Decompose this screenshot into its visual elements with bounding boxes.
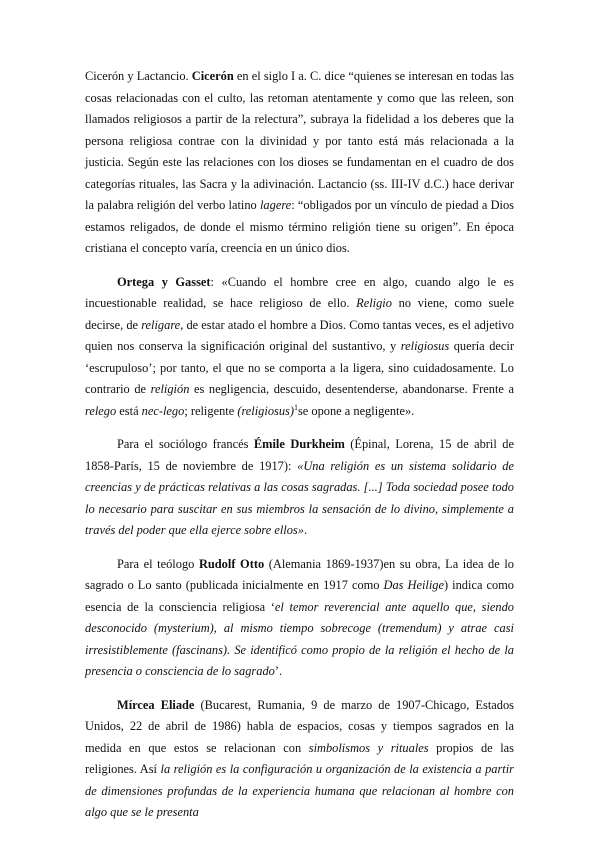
text-run: no viene, como suele decirse, de xyxy=(85,296,514,332)
text-run: propios de las religiones. Así xyxy=(85,740,514,776)
paragraph-durkheim xyxy=(85,434,514,542)
name-ciceron: Cicerón xyxy=(191,69,234,83)
term-religare: religare xyxy=(141,317,181,332)
paragraph-ciceron xyxy=(85,66,514,260)
quote-eliade: la religión es la configuración u organización de la existencia a partir de dimensiones profundas de la experiencia humana que relacionan al hombre con algo que se le presenta xyxy=(85,762,514,819)
text-run: (Épinal, Lorena, 15 de abril de 1858-París, 15 de noviembre de 1917): xyxy=(85,437,514,473)
quote-otto: el temor reverencial ante aquello que, siendo desconocido (mysterium), al mismo tiempo sobrecoge (tremendum) y atrae casi irresistiblemente (fascinans). Se identificó como propio de la religión el hecho de la presencia o consciencia de lo sagrado xyxy=(85,599,514,678)
text-run: está xyxy=(116,403,142,418)
paragraph-otto xyxy=(85,554,514,683)
name-ortega: Ortega y Gasset xyxy=(117,274,211,289)
term-religion: religión xyxy=(150,382,190,396)
term-nec-lego: nec-lego xyxy=(141,403,185,418)
text-run: se opone a negligente». xyxy=(297,403,415,418)
paragraph-eliade xyxy=(85,695,514,824)
text-run: ’. xyxy=(274,664,283,678)
text-run: ) indica como esencia de la consciencia religiosa ‘ xyxy=(85,578,515,614)
text-run: es negligencia, descuido, desentenderse, abandonarse. Frente a xyxy=(189,382,514,396)
text-run: , de estar atado el hombre a Dios. Como tantas veces, es el adjetivo quien nos conserva la significación original del sustantivo, y xyxy=(85,317,514,353)
text-run: . xyxy=(303,523,308,537)
footnote-ref[interactable]: 1 xyxy=(293,402,298,412)
name-eliade: Mírcea Eliade xyxy=(117,697,195,712)
text-run: quería decir ‘escrupuloso’; por tanto, el que no se comporta a la ligera, sino cuidadosamente. Lo contrario de xyxy=(85,339,514,396)
title-das-heilige: Das Heilige xyxy=(383,578,444,592)
text-run: Para el teólogo xyxy=(117,556,199,571)
text-run: : «Cuando el hombre cree en algo, cuando algo le es incuestionable realidad, se hace religioso de ello. xyxy=(85,274,514,310)
term-religiosus: religiosus xyxy=(400,339,450,353)
name-durkheim: Émile Durkheim xyxy=(253,437,345,451)
name-otto: Rudolf Otto xyxy=(198,556,265,571)
text-run: ; religente xyxy=(184,403,238,418)
term-lagere: lagere xyxy=(259,198,292,212)
text-run: Para el sociólogo francés xyxy=(117,437,254,451)
body-text xyxy=(85,66,514,836)
text-run: Cicerón y Lactancio. xyxy=(85,69,192,83)
term-simbolismos: simbolismos y rituales xyxy=(308,740,429,755)
text-run: : “obligados por un vínculo de piedad a Dios estamos religados, de donde el mismo término religión tiene su origen”. En época cristiana el concepto varía, creencia en un único dios. xyxy=(85,198,514,255)
term-religiosus-paren: (religiosus) xyxy=(237,403,294,418)
text-run: en el siglo I a. C. dice “quienes se interesan en todas las cosas relacionadas con el culto, las retoman atentamente y como que las releen, son llamados religiosos a partir de la relectura”, subraya la fidelidad a los deberes que la persona religiosa contrae con la divinidad y por tanto está más relacionada a la justicia. Según este las relaciones con los dioses se fundamentan en el cuadro de dos categorías rituales, las Sacra y la adivinación. Lactancio (ss. III-IV d.C.) hace derivar la palabra religión del verbo latino xyxy=(85,69,515,212)
term-religio: Religio xyxy=(356,296,392,310)
term-relego: relego xyxy=(85,403,117,418)
text-run: (Alemania 1869-1937)en su obra, La idea de lo sagrado o Lo santo (publicada inicialmente en 1917 como xyxy=(85,556,514,592)
text-run: (Bucarest, Rumania, 9 de marzo de 1907-Chicago, Estados Unidos, 22 de abril de 1986) habla de espacios, cosas y tiempos sagrados en la medida en que estos se relacionan con xyxy=(85,697,514,755)
paragraph-ortega xyxy=(85,272,514,423)
quote-durkheim: «Una religión es un sistema solidario de creencias y de prácticas relativas a las cosas sagradas. [...] Toda sociedad posee todo lo necesario para suscitar en sus miembros la sensación de lo divino, simplemente a través del poder que ella ejerce sobre ellos» xyxy=(85,458,514,537)
